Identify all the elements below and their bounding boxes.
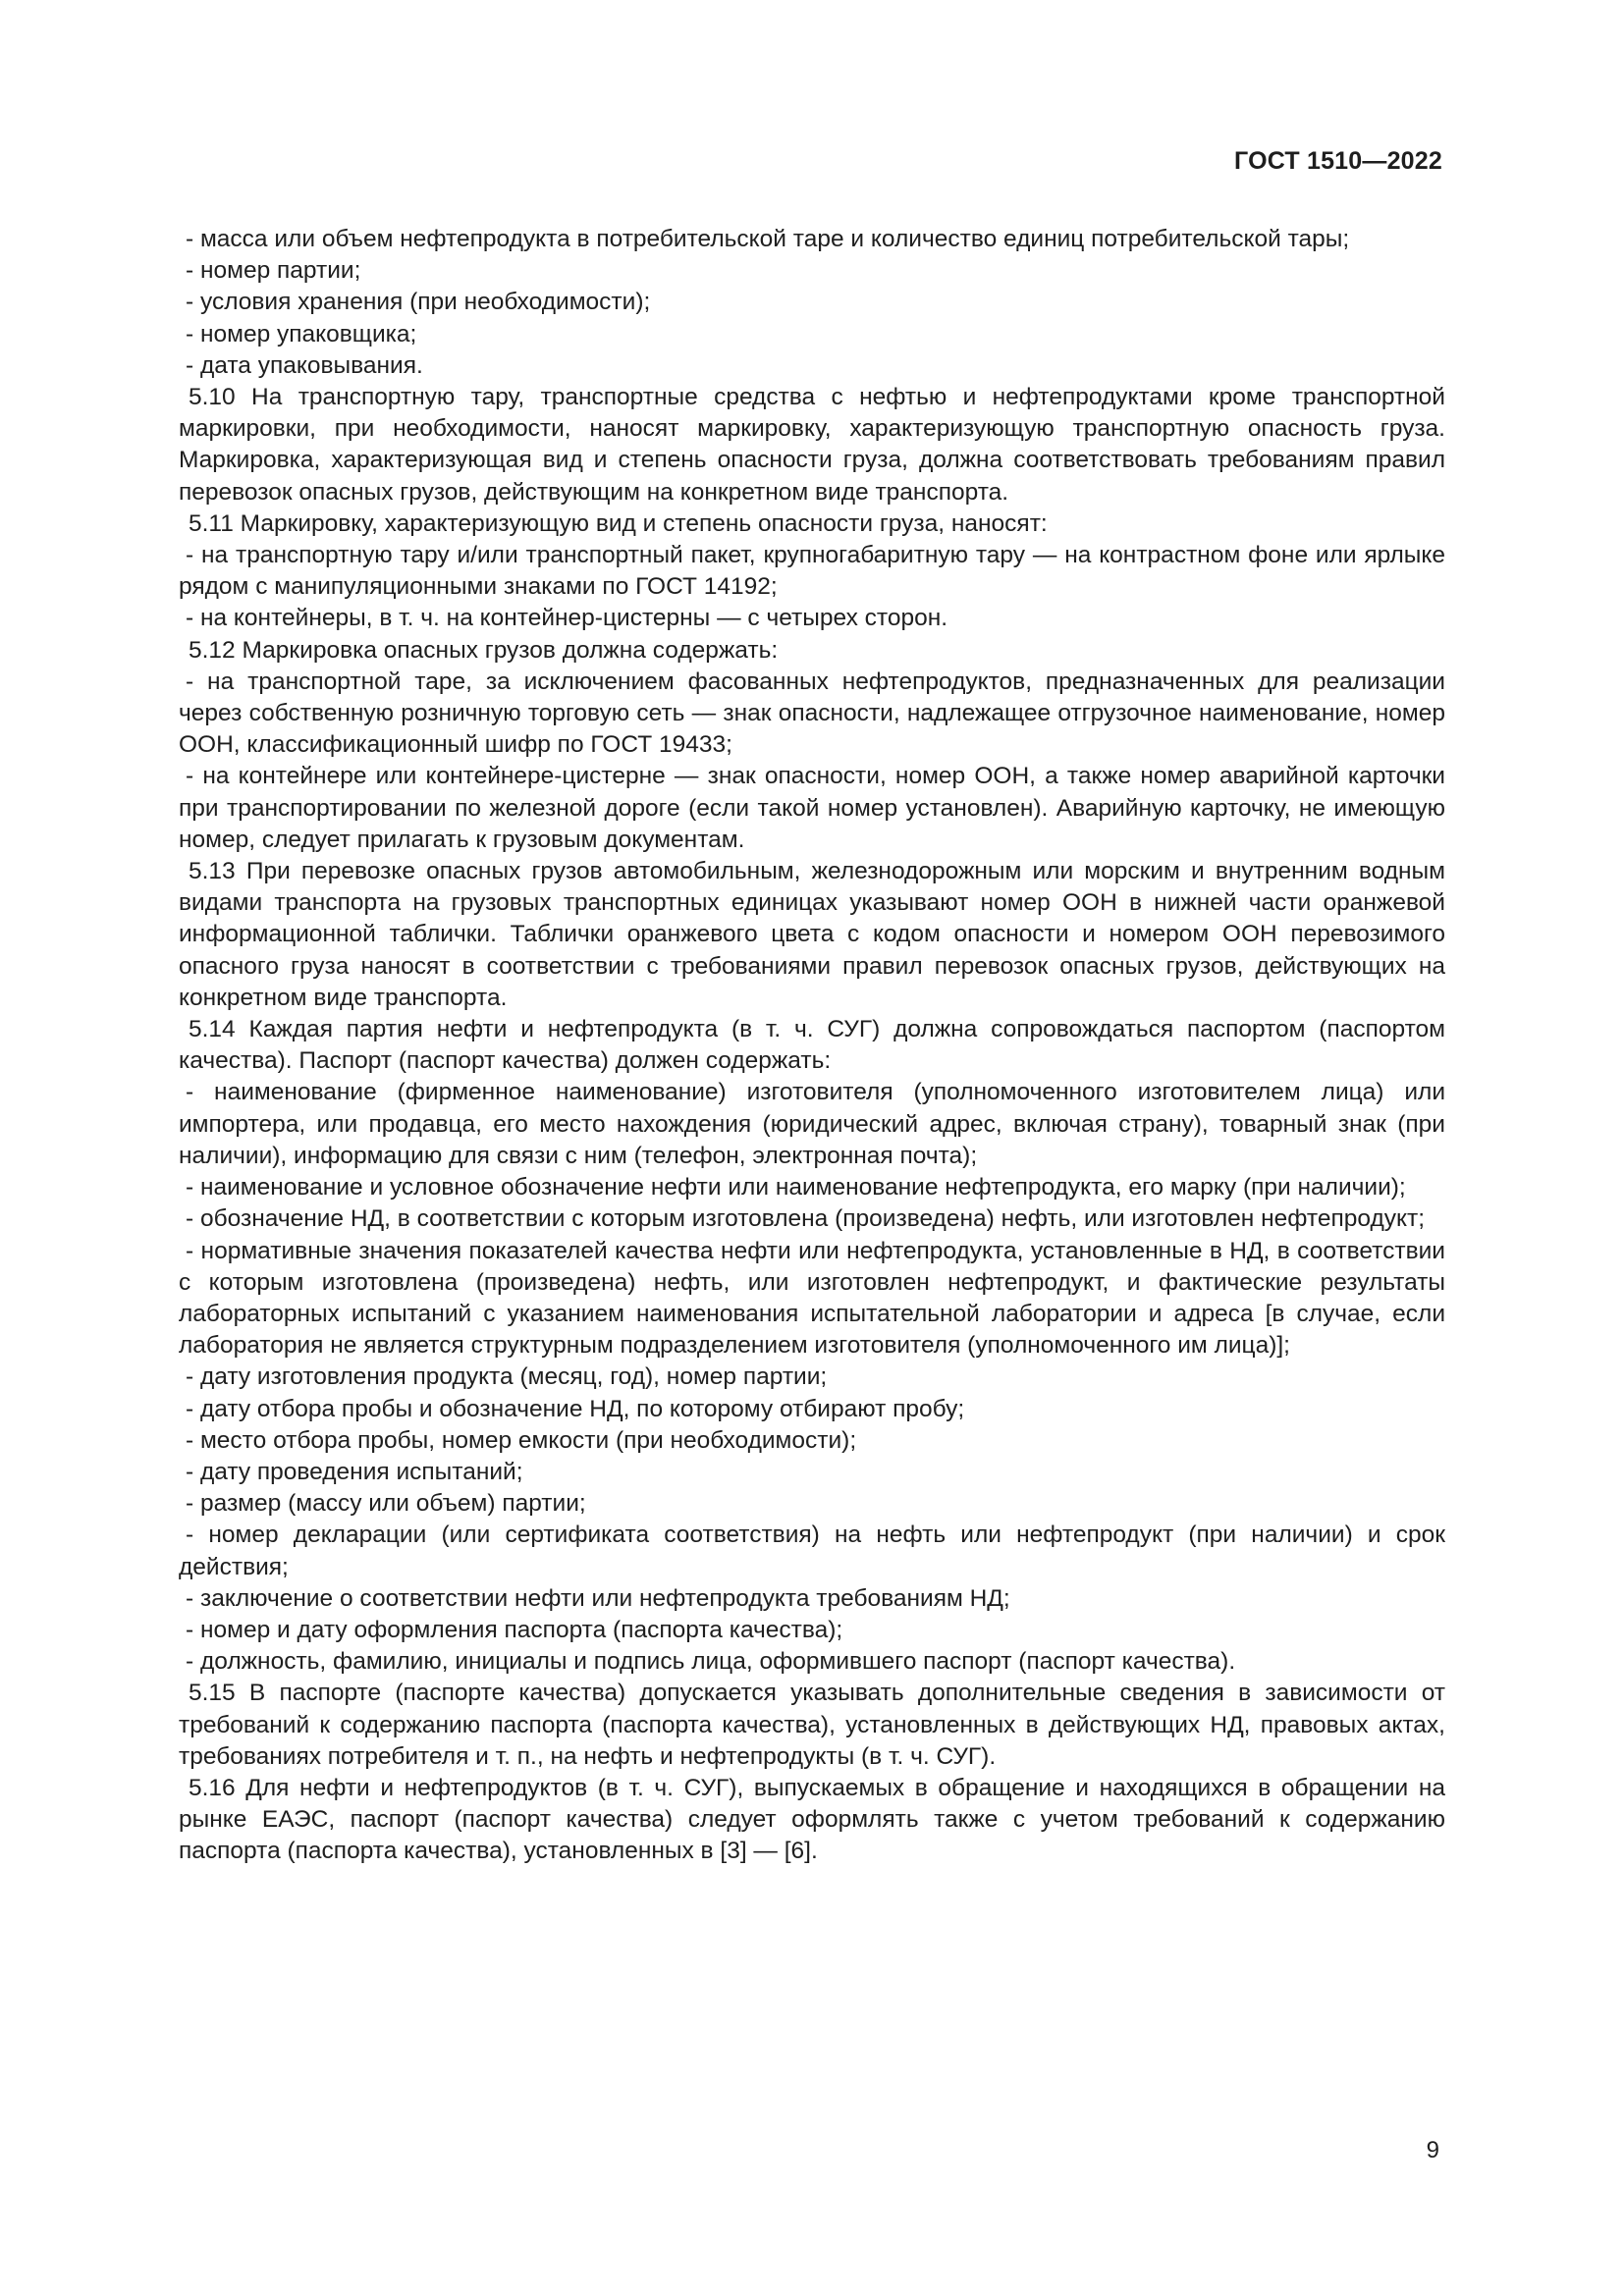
- list-item: - дату отбора пробы и обозначение НД, по которому отбирают пробу;: [186, 1395, 965, 1422]
- list-item: - номер партии;: [186, 257, 361, 285]
- clause-paragraph: 5.10 На транспортную тару, транспортные средства с нефтью и нефтепродуктами кроме транспортной маркировки, при необходимости, наносят маркировку, характеризующую транспортную опасность груза. Маркировка, характеризующая вид и степень опасности груза, должна соответствовать требованиям правил перевозок опасных грузов, действующим на конкретном виде транспорта.: [179, 384, 1445, 506]
- document-body: [179, 224, 1445, 1868]
- list-item: - размер (массу или объем) партии;: [186, 1490, 586, 1518]
- clause-paragraph: 5.16 Для нефти и нефтепродуктов (в т. ч. СУГ), выпускаемых в обращение и находящихся в обращении на рынке ЕАЭС, паспорт (паспорт качества) следует оформлять также с учетом требований к содержанию паспорта (паспорта качества), установленных в [3] — [6].: [179, 1774, 1445, 1865]
- list-item: - на контейнеры, в т. ч. на контейнер-цистерны — с четырех сторон.: [186, 605, 948, 632]
- list-item: - заключение о соответствии нефти или нефтепродукта требованиям НД;: [186, 1584, 1010, 1612]
- list-item: - нормативные значения показателей качества нефти или нефтепродукта, установленные в НД, в соответствии с которым изготовлена (произведена) нефть, или изготовлен нефтепродукт, и фактические результаты лабораторных испытаний с указанием наименования испытательной лаборатории и адреса [в случае, если лаборатория не является структурным подразделением изготовителя (уполномоченного им лица)];: [179, 1237, 1445, 1360]
- list-item: - на контейнере или контейнере-цистерне — знак опасности, номер ООН, а также номер аварийной карточки при транспортировании по железной дороге (если такой номер установлен). Аварийную карточку, не имеющую номер, следует прилагать к грузовым документам.: [179, 763, 1445, 853]
- list-item: - дату проведения испытаний;: [186, 1458, 523, 1485]
- standard-header: ГОСТ 1510—2022: [1234, 147, 1442, 175]
- clause-paragraph: 5.14 Каждая партия нефти и нефтепродукта (в т. ч. СУГ) должна сопровождаться паспортом (паспортом качества). Паспорт (паспорт качества) должен содержать:: [179, 1016, 1445, 1075]
- list-item: - должность, фамилию, инициалы и подпись лица, оформившего паспорт (паспорт качества).: [186, 1648, 1236, 1676]
- list-item: - дату изготовления продукта (месяц, год), номер партии;: [186, 1363, 828, 1391]
- list-item: - на транспортную тару и/или транспортный пакет, крупногабаритную тару — на контрастном фоне или ярлыке рядом с манипуляционными знаками по ГОСТ 14192;: [179, 542, 1445, 601]
- list-item: - наименование (фирменное наименование) изготовителя (уполномоченного изготовителем лица) или импортера, или продавца, его место нахождения (юридический адрес, включая страну), товарный знак (при наличии), информацию для связи с ним (телефон, электронная почта);: [179, 1079, 1445, 1169]
- list-item: - условия хранения (при необходимости);: [186, 289, 651, 316]
- list-item: - обозначение НД, в соответствии с которым изготовлена (произведена) нефть, или изготовлен нефтепродукт;: [186, 1205, 1426, 1233]
- clause-paragraph: 5.11 Маркировку, характеризующую вид и степень опасности груза, наносят:: [189, 509, 1048, 537]
- list-item: - место отбора пробы, номер емкости (при необходимости);: [186, 1426, 857, 1454]
- list-item: - дата упаковывания.: [186, 351, 423, 379]
- list-item: - наименование и условное обозначение нефти или наименование нефтепродукта, его марку (при наличии);: [186, 1174, 1406, 1201]
- clause-paragraph: 5.12 Маркировка опасных грузов должна содержать:: [189, 636, 779, 664]
- list-item: - номер и дату оформления паспорта (паспорта качества);: [186, 1616, 843, 1643]
- clause-paragraph: 5.15 В паспорте (паспорте качества) допускается указывать дополнительные сведения в зависимости от требований к содержанию паспорта (паспорта качества), установленных в действующих НД, правовых актах, требованиях потребителя и т. п., на нефть и нефтепродукты (в т. ч. СУГ).: [179, 1680, 1445, 1770]
- list-item: - номер декларации (или сертификата соответствия) на нефть или нефтепродукт (при наличии) и срок действия;: [179, 1522, 1445, 1580]
- list-item: - номер упаковщика;: [186, 320, 417, 347]
- clause-paragraph: 5.13 При перевозке опасных грузов автомобильным, железнодорожным или морским и внутренним водным видами транспорта на грузовых транспортных единицах указывают номер ООН в нижней части оранжевой информационной таблички. Таблички оранжевого цвета с кодом опасности и номером ООН перевозимого опасного груза наносят в соответствии с требованиями правил перевозок опасных грузов, действующих на конкретном виде транспорта.: [179, 858, 1445, 1011]
- list-item: - на транспортной таре, за исключением фасованных нефтепродуктов, предназначенных для реализации через собственную розничную торговую сеть — знак опасности, надлежащее отгрузочное наименование, номер ООН, классификационный шифр по ГОСТ 19433;: [179, 667, 1445, 759]
- list-item: - масса или объем нефтепродукта в потребительской таре и количество единиц потребительской тары;: [186, 226, 1350, 252]
- page-number: 9: [1426, 2137, 1439, 2163]
